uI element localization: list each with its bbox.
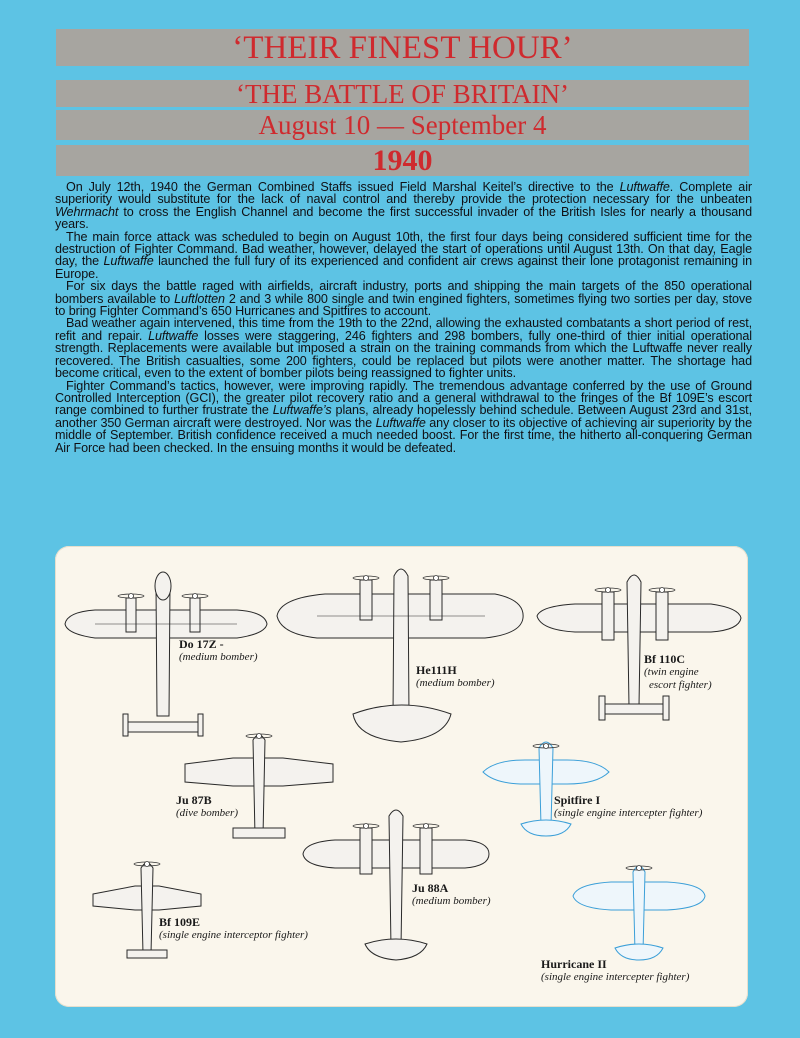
he111h-drawing bbox=[277, 569, 523, 742]
ju87b-name: Ju 87B bbox=[176, 793, 212, 807]
bf110c-drawing bbox=[537, 575, 741, 720]
bf109e-caption bbox=[159, 916, 308, 942]
paragraph: On July 12th, 1940 the German Combined Staffs issued Field Marshal Keitel’s directive to the Luftwaffe. Complete air superiority would substitute for the lack of naval control and thereby provide the protection necessary for the unbeaten Wehrmacht to cross the English Channel and become the first successful invader of the British Isles for nearly a thousand years. bbox=[55, 180, 752, 232]
ju88a-caption bbox=[412, 882, 491, 908]
spitfire-drawing bbox=[483, 742, 609, 836]
subtitle-band bbox=[56, 80, 749, 107]
paragraph: For six days the battle raged with airfields, aircraft industry, ports and shipping the main targets of the 850 operational bombers available to Luftlotten 2 and 3 while 800 single and twin engined fighters, sometimes flying two sorties per day, stove to bring Fighter Command’s 650 Hurricanes and Spitfires to account. bbox=[55, 279, 752, 319]
ju87b-caption bbox=[176, 794, 238, 820]
bf109e-name: Bf 109E bbox=[159, 915, 201, 929]
italic-term: Luftwaffe’s bbox=[272, 403, 332, 418]
aircraft-panel bbox=[55, 546, 748, 1007]
ju88a-name: Ju 88A bbox=[412, 881, 449, 895]
hurricane-desc: (single engine intercepter fighter) bbox=[541, 971, 690, 983]
bf109e-drawing bbox=[93, 862, 201, 959]
he111h-desc: (medium bomber) bbox=[416, 677, 495, 689]
spitfire-name: Spitfire I bbox=[554, 793, 601, 807]
ju88a-desc: (medium bomber) bbox=[412, 895, 491, 907]
paragraph: Bad weather again intervened, this time from the 19th to the 22nd, allowing the exhausted combatants a short period of rest, refit and repair. Luftwaffe losses were staggering, 246 fighters and 298 bombers, fully one-third of thier initial operational strength. Replacements were available but imposed a strain on the training commands from which the Luftwaffe never really recovered. The British casualties, some 200 fighters, could be replaced but pilots were another matter. The shortage had become critical, even to the extent of bomber pilots being reassigned to fighter units. bbox=[55, 316, 752, 381]
paragraph: Fighter Command’s tactics, however, were improving rapidly. The tremendous advantage conferred by the use of Ground Controlled Interception (GCI), the greater pilot recovery ratio and a general withdrawal to the fringes of the Bf 109E’s escort range combined to further frustrate the Luftwaffe’s plans, already hopelessly behind schedule. Between August 23rd and 31st, another 350 German aircraft were destroyed. Nor was the Luftwaffe any closer to its objective of achieving air superiority by the middle of September. British confidence received a much needed boost. For the first time, the hitherto all-conquering German Air Force had been checked. In the ensuing months it would be defeated. bbox=[55, 378, 752, 455]
ju87b-desc: (dive bomber) bbox=[176, 807, 239, 819]
bf110c-desc2: escort fighter) bbox=[649, 679, 712, 691]
bf110c-desc1: (twin engine bbox=[644, 666, 699, 678]
article-body bbox=[55, 181, 752, 454]
do17z-name: Do 17Z - bbox=[179, 637, 224, 651]
italic-term: Luftlotten bbox=[174, 291, 225, 306]
italic-term: Luftwaffe bbox=[148, 328, 199, 343]
bf109e-desc: (single engine interceptor fighter) bbox=[159, 929, 308, 941]
bf110c-name: Bf 110C bbox=[644, 652, 686, 666]
hurricane-name: Hurricane II bbox=[541, 957, 607, 971]
hurricane-caption bbox=[541, 958, 689, 984]
year: 1940 bbox=[372, 144, 433, 177]
hurricane-drawing bbox=[573, 866, 705, 961]
italic-term: Luftwaffe bbox=[619, 180, 670, 194]
ju87b-drawing bbox=[185, 734, 333, 839]
italic-term: Luftwaffe bbox=[375, 415, 426, 430]
italic-term: Wehrmacht bbox=[55, 204, 119, 219]
he111h-name: He111H bbox=[416, 663, 457, 677]
spitfire-caption bbox=[554, 794, 702, 820]
do17z-caption bbox=[179, 638, 258, 664]
title-band bbox=[56, 29, 749, 66]
page-subtitle: ‘THE BATTLE OF BRITAIN’ bbox=[235, 79, 570, 109]
page-title: ‘THEIR FINEST HOUR’ bbox=[232, 30, 573, 66]
do17z-desc: (medium bomber) bbox=[179, 651, 258, 663]
bf110c-caption bbox=[644, 653, 712, 692]
spitfire-desc: (single engine intercepter fighter) bbox=[554, 807, 703, 819]
year-band bbox=[56, 145, 749, 176]
paragraph: The main force attack was scheduled to begin on August 10th, the first four days being considered sufficient time for the destruction of Fighter Command. Bad weather, however, delayed the start of operations until August 13th. On that day, Eagle day, the Luftwaffe launched the full fury of its experienced and confident air crews against their lone protagonist remaining in Europe. bbox=[55, 229, 752, 281]
date-range: August 10 — September 4 bbox=[258, 110, 547, 140]
dates-band bbox=[56, 110, 749, 140]
italic-term: Luftwaffe bbox=[103, 254, 154, 269]
he111h-caption bbox=[416, 664, 495, 690]
